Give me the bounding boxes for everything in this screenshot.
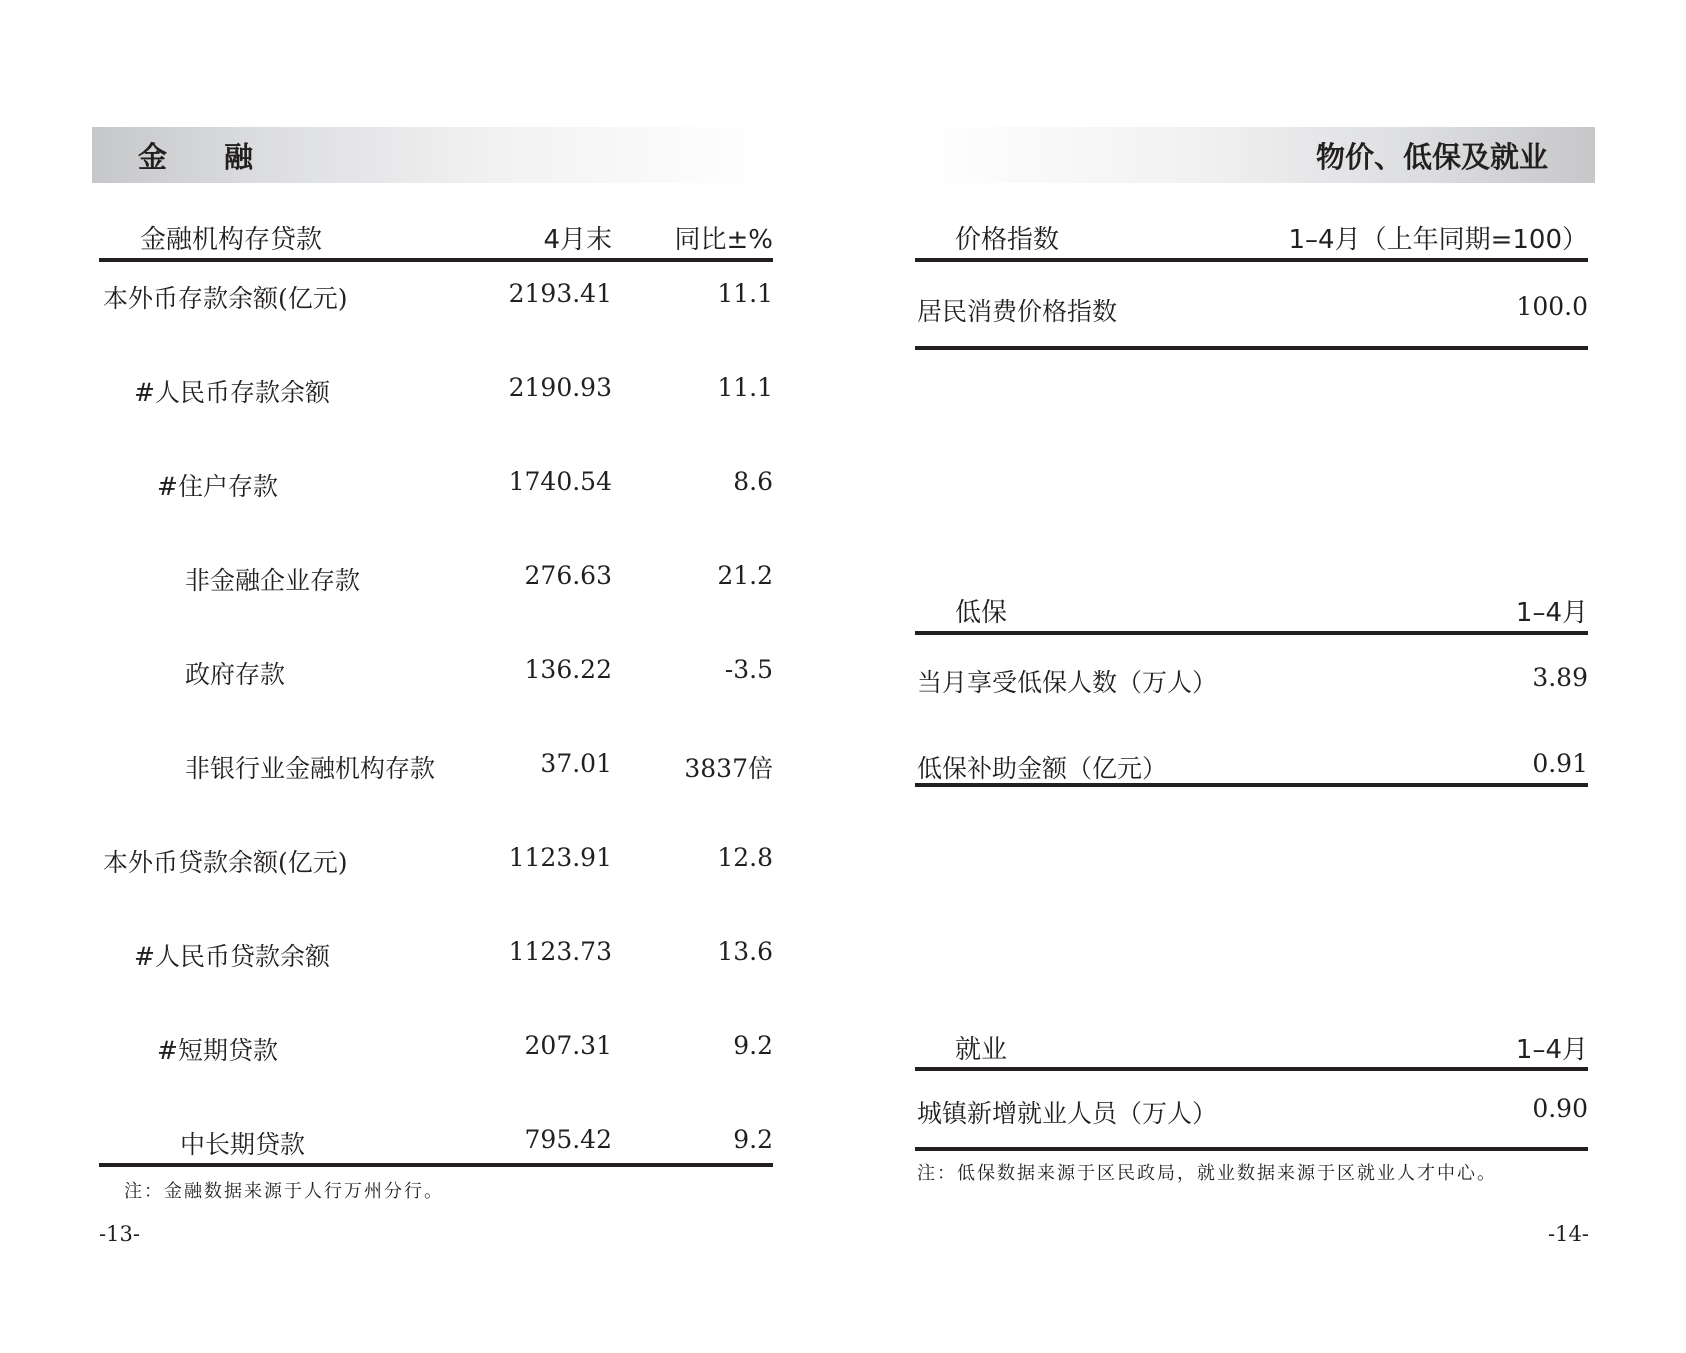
row-label: 城镇新增就业人员（万人） xyxy=(917,1099,1218,1128)
employment-top-rule xyxy=(915,1067,1588,1071)
row-value: 795.42 xyxy=(524,1125,612,1154)
row-label: 当月享受低保人数（万人） xyxy=(917,668,1218,697)
row-value: 1740.54 xyxy=(508,467,612,496)
row-label: 居民消费价格指数 xyxy=(917,297,1118,326)
row-yoy: 3837倍 xyxy=(684,754,773,783)
employment-bottom-rule xyxy=(915,1147,1588,1151)
row-value: 0.91 xyxy=(1532,749,1588,778)
row-yoy: 11.1 xyxy=(717,373,773,402)
price-index-header: 价格指数 xyxy=(955,225,1060,255)
row-value: 3.89 xyxy=(1532,663,1588,692)
row-value: 100.0 xyxy=(1516,292,1588,321)
row-label: 中长期贷款 xyxy=(180,1130,306,1159)
row-label: 非银行业金融机构存款 xyxy=(185,754,436,783)
row-label: 非金融企业存款 xyxy=(185,566,361,595)
row-yoy: 21.2 xyxy=(717,561,773,590)
price-index-period: 1–4月（上年同期=100） xyxy=(1288,225,1588,255)
row-yoy: -3.5 xyxy=(724,655,773,684)
table-bottom-rule xyxy=(99,1163,773,1167)
employment-header: 就业 xyxy=(955,1035,1008,1065)
price-top-rule xyxy=(915,258,1588,262)
row-label: 低保补助金额（亿元） xyxy=(917,754,1168,783)
table-header-item: 金融机构存贷款 xyxy=(140,225,323,255)
row-yoy: 8.6 xyxy=(733,467,773,496)
row-value: 207.31 xyxy=(524,1031,612,1060)
row-label: #人民币存款余额 xyxy=(134,378,330,407)
row-label: 本外币存款余额(亿元) xyxy=(103,284,348,313)
finance-source-note: 注：金融数据来源于人行万州分行。 xyxy=(124,1181,444,1202)
row-value: 1123.91 xyxy=(508,843,612,872)
dibao-top-rule xyxy=(915,631,1588,635)
row-value: 0.90 xyxy=(1532,1094,1588,1123)
table-header-month-end: 4月末 xyxy=(543,225,612,255)
row-label: #短期贷款 xyxy=(157,1036,278,1065)
dibao-header: 低保 xyxy=(955,598,1008,628)
dibao-period: 1–4月 xyxy=(1515,598,1588,628)
row-value: 136.22 xyxy=(524,655,612,684)
section-title-price-employment: 物价、低保及就业 xyxy=(915,127,1595,183)
right-source-note: 注：低保数据来源于区民政局，就业数据来源于区就业人才中心。 xyxy=(917,1163,1497,1184)
table-header-yoy: 同比±% xyxy=(674,225,773,255)
row-label: #人民币贷款余额 xyxy=(134,942,330,971)
dibao-bottom-rule xyxy=(915,783,1588,787)
row-yoy: 12.8 xyxy=(717,843,773,872)
row-label: 本外币贷款余额(亿元) xyxy=(103,848,348,877)
price-bottom-rule xyxy=(915,346,1588,350)
row-value: 276.63 xyxy=(524,561,612,590)
row-yoy: 13.6 xyxy=(717,937,773,966)
row-value: 2193.41 xyxy=(508,279,612,308)
row-label: 政府存款 xyxy=(185,660,286,689)
row-yoy: 9.2 xyxy=(733,1125,773,1154)
row-yoy: 11.1 xyxy=(717,279,773,308)
section-title-finance: 金 融 xyxy=(92,127,772,183)
row-value: 37.01 xyxy=(540,749,612,778)
employment-period: 1–4月 xyxy=(1515,1035,1588,1065)
page-number-left: -13- xyxy=(99,1222,140,1246)
row-yoy: 9.2 xyxy=(733,1031,773,1060)
row-label: #住户存款 xyxy=(157,472,278,501)
row-value: 2190.93 xyxy=(508,373,612,402)
table-top-rule xyxy=(99,258,773,262)
row-value: 1123.73 xyxy=(508,937,612,966)
page-number-right: -14- xyxy=(1548,1222,1589,1246)
